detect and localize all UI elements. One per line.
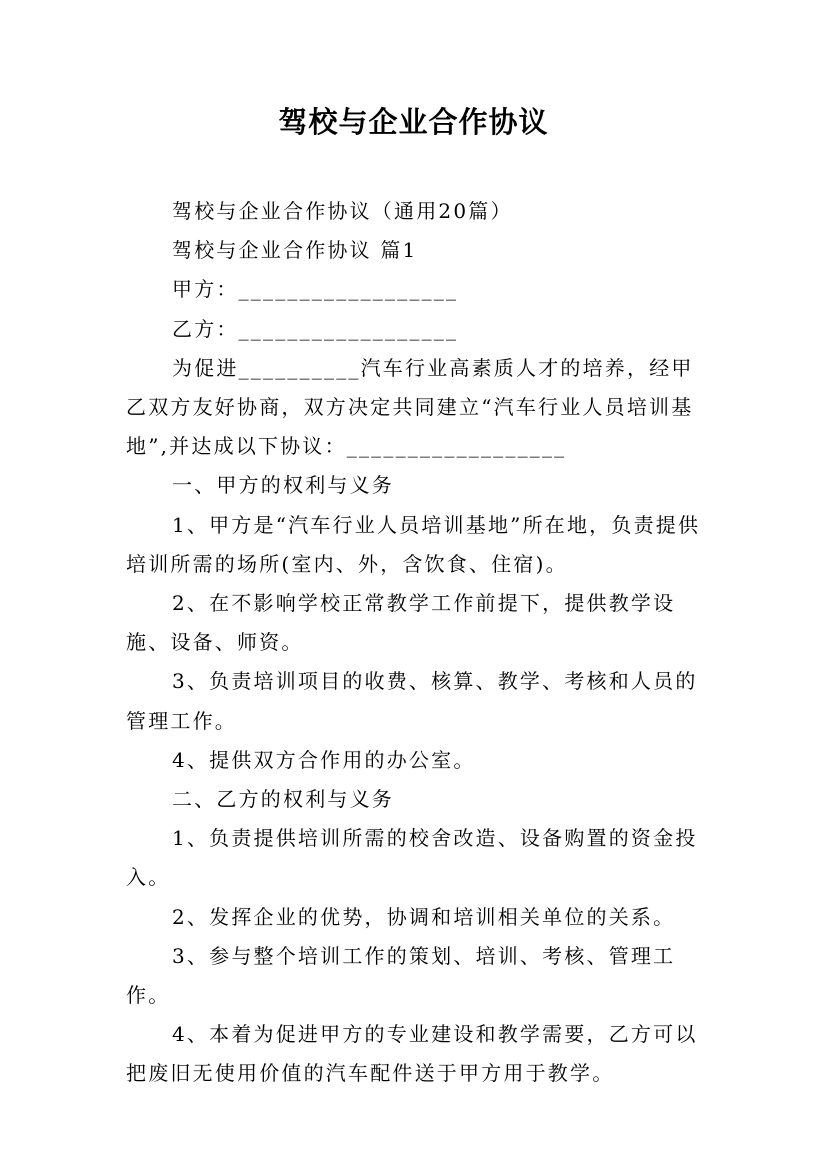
document-title: 驾校与企业合作协议: [278, 105, 549, 139]
paragraph-section-heading: 驾校与企业合作协议 篇1: [172, 238, 418, 263]
paragraph-party-a-item-3: 3、负责培训项目的收费、核算、教学、考核和人员的管理工作。: [126, 669, 698, 733]
document-body: [126, 192, 708, 1094]
paragraph-preamble: 为促进__________汽车行业高素质人才的培养，经甲乙双方友好协商，双方决定共同建立“汽车行业人员培训基地”,并达成以下协议：__________________: [126, 355, 694, 459]
paragraph-party-a-item-4: 4、提供双方合作用的办公室。: [172, 747, 476, 772]
paragraph-heading-party-a-duties: 一、甲方的权利与义务: [172, 473, 394, 498]
paragraph-party-a: 甲方：__________________: [172, 277, 459, 302]
paragraph-party-b: 乙方：__________________: [172, 316, 459, 341]
paragraph-party-a-item-1: 1、甲方是“汽车行业人员培训基地”所在地，负责提供培训所需的场所(室内、外，含饮食、住宿)。: [126, 512, 701, 576]
paragraph-subtitle: 驾校与企业合作协议（通用20篇）: [172, 199, 513, 223]
paragraph-party-b-item-3: 3、参与整个培训工作的策划、培训、考核、管理工作。: [126, 943, 676, 1008]
paragraph-party-b-item-2: 2、发挥企业的优势，协调和培训相关单位的关系。: [172, 904, 676, 929]
paragraph-heading-party-b-duties: 二、乙方的权利与义务: [172, 787, 394, 812]
paragraph-party-b-item-4: 4、本着为促进甲方的专业建设和教学需要，乙方可以把废旧无使用价值的汽车配件送于甲方用于教学。: [126, 1022, 698, 1086]
paragraph-party-b-item-1: 1、负责提供培训所需的校舍改造、设备购置的资金投入。: [126, 826, 698, 890]
paragraph-party-a-item-2: 2、在不影响学校正常教学工作前提下，提供教学设施、设备、师资。: [126, 591, 676, 655]
